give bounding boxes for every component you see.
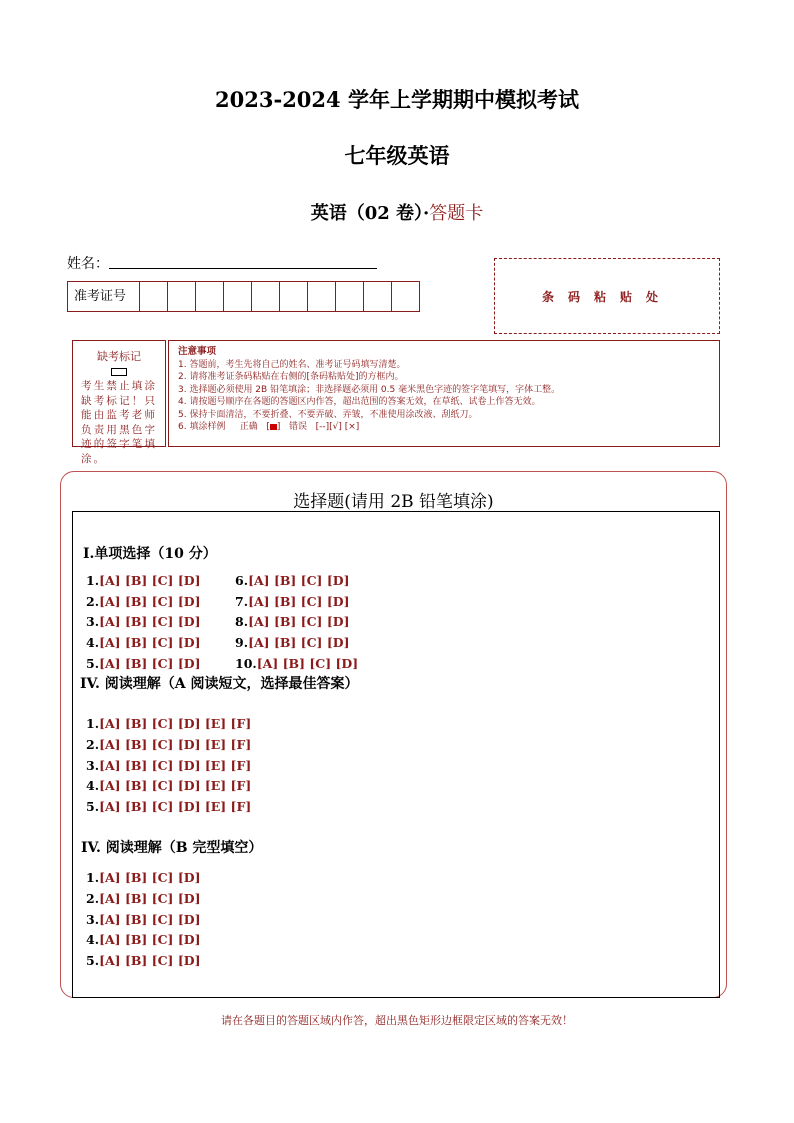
ticket-digit-cell[interactable]: [224, 282, 252, 311]
barcode-area: 条码粘贴处: [494, 258, 720, 334]
correct-label: 正确: [239, 422, 258, 432]
answer-row[interactable]: 5.[A] [B] [C] [D] [E] [F]: [86, 799, 252, 815]
instruction-item: 4. 请按题号顺序在各题的答题区内作答，超出范围的答案无效，在草纸、试卷上作答无效。: [178, 397, 541, 407]
ticket-number-label: 准考证号: [68, 282, 140, 311]
footer-warning: 请在各题目的答题区域内作答，超出黑色矩形边框限定区域的答案无效！: [221, 1014, 573, 1027]
answer-row[interactable]: 5.[A] [B] [C] [D]: [86, 953, 201, 969]
answer-row[interactable]: 10.[A] [B] [C] [D]: [235, 655, 359, 671]
answer-row[interactable]: 4.[A] [B] [C] [D] [E] [F]: [86, 778, 252, 794]
absent-mark-desc: 考生禁止填涂缺考标记！只能由监考老师负责用黑色字迹的签字笔填涂。: [81, 380, 157, 465]
instructions-box: [168, 340, 720, 447]
paper-label: [0, 199, 794, 225]
ticket-digit-cell[interactable]: [308, 282, 336, 311]
ticket-digit-cell[interactable]: [140, 282, 168, 311]
ticket-digit-cell[interactable]: [392, 282, 419, 311]
answer-row[interactable]: 8.[A] [B] [C] [D]: [235, 614, 350, 630]
answer-row[interactable]: 3.[A] [B] [C] [D]: [86, 911, 201, 927]
absent-mark-title: 缺考标记: [97, 350, 141, 363]
part1-answers: [86, 571, 386, 671]
answer-row[interactable]: 3.[A] [B] [C] [D] [E] [F]: [86, 757, 252, 773]
ticket-digit-cell[interactable]: [252, 282, 280, 311]
instruction-item: 2. 请将准考证条码粘贴在右侧的[条码粘贴处]的方框内。: [178, 372, 404, 382]
answer-row[interactable]: 1.[A] [B] [C] [D] [E] [F]: [86, 716, 252, 731]
part1-col1: [86, 571, 201, 674]
instruction-item: 3. 选择题必须使用 2B 铅笔填涂；非选择题必须用 0.5 毫米黑色字迹的签字笔填写，字体工整。: [178, 384, 561, 395]
part2-answers: [86, 714, 251, 818]
answer-card-label: 答题卡: [429, 203, 484, 224]
ticket-number-grid: [67, 281, 420, 312]
fill-sample-label: 6. 填涂样例: [178, 422, 226, 432]
answer-row[interactable]: 4.[A] [B] [C] [D]: [86, 932, 201, 948]
answer-row[interactable]: 3.[A] [B] [C] [D]: [86, 614, 201, 630]
name-label: 姓名：: [67, 256, 109, 272]
name-field[interactable]: [109, 268, 377, 269]
answer-row[interactable]: 9.[A] [B] [C] [D]: [235, 635, 350, 651]
instructions-title: 注意事项: [178, 346, 217, 357]
part3-answers: [86, 868, 201, 972]
answer-row[interactable]: 5.[A] [B] [C] [D]: [86, 655, 201, 671]
part1-heading: I.单项选择（10 分）: [83, 546, 217, 562]
part1-col2: [235, 571, 358, 674]
exam-subtitle: 七年级英语: [344, 143, 450, 168]
answer-row[interactable]: 2.[A] [B] [C] [D] [E] [F]: [86, 736, 252, 752]
wrong-label: 错误: [288, 422, 307, 432]
ticket-digit-cell[interactable]: [336, 282, 364, 311]
ticket-digit-cell[interactable]: [364, 282, 392, 311]
instruction-item: 1. 答题前，考生先将自己的姓名、准考证号码填写清楚。: [178, 359, 406, 370]
absent-mark-box: [72, 340, 166, 465]
correct-fill-sample: [270, 424, 277, 430]
choice-section-title: 选择题(请用 2B 铅笔填涂): [293, 492, 494, 512]
part3-heading: IV. 阅读理解（B 完型填空）: [81, 840, 263, 856]
answer-row[interactable]: 1.[A] [B] [C] [D]: [86, 870, 201, 885]
ticket-digit-cell[interactable]: [196, 282, 224, 311]
instruction-item: 5. 保持卡面清洁，不要折叠、不要弄破、弄皱，不准使用涂改液、刮纸刀。: [178, 409, 478, 420]
answer-row[interactable]: 1.[A] [B] [C] [D]: [86, 573, 201, 588]
paper-prefix: 英语（02 卷）·: [310, 203, 430, 224]
part2-heading: IV. 阅读理解（A 阅读短文，选择最佳答案）: [80, 676, 359, 692]
exam-title: 2023-2024 学年上学期期中模拟考试: [215, 87, 579, 112]
answer-row[interactable]: 7.[A] [B] [C] [D]: [235, 593, 350, 609]
ticket-digit-cell[interactable]: [168, 282, 196, 311]
answer-row[interactable]: 2.[A] [B] [C] [D]: [86, 890, 201, 906]
fill-sample-row: 6. 填涂样例 正确 [ ] 错误 [--][√] [×]: [178, 422, 360, 432]
answer-row[interactable]: 2.[A] [B] [C] [D]: [86, 593, 201, 609]
answer-row[interactable]: 6.[A] [B] [C] [D]: [235, 573, 350, 588]
answer-row[interactable]: 4.[A] [B] [C] [D]: [86, 635, 201, 651]
absent-mark-checkbox[interactable]: [111, 368, 127, 376]
ticket-digit-cell[interactable]: [280, 282, 308, 311]
wrong-fill-samples: [--][√] [×]: [315, 422, 360, 432]
